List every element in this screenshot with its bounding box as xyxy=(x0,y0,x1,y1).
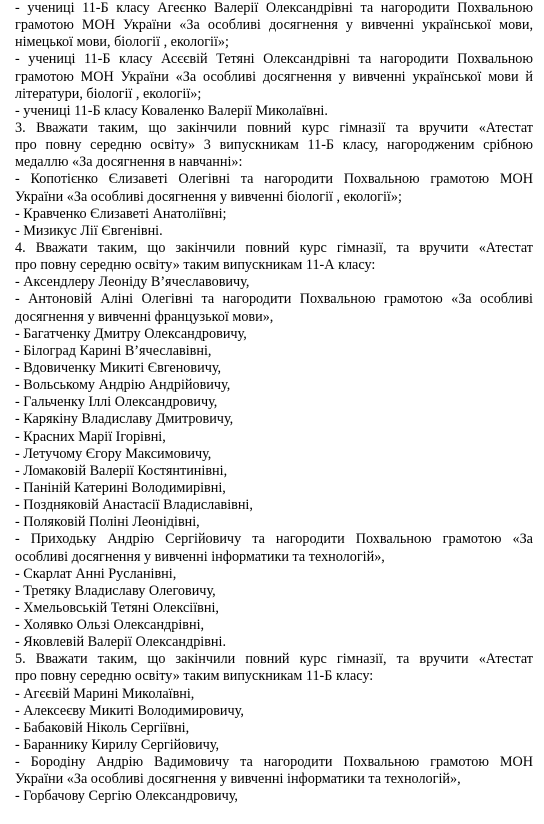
text-line: - Ломаковій Валерії Костянтинівні, xyxy=(15,462,228,479)
text-line: про повну середню освіту» таким випускникам 11-Б класу: xyxy=(15,668,374,685)
text-line: - Багатченку Дмитру Олександровичу, xyxy=(15,325,247,342)
text-line: - Холявко Ользі Олександрівні, xyxy=(15,617,205,634)
text-line: - Копотієнко Єлизаветі Олегівні та нагородити Похвальною грамотою МОН xyxy=(15,171,533,188)
text-line: 3. Вважати таким, що закінчили повний курс гімназії та вручити «Атестат xyxy=(15,119,533,136)
text-line: - Вольському Андрію Андрійовичу, xyxy=(15,377,231,394)
text-line: - Агєєвій Марині Миколаївні, xyxy=(15,685,195,702)
text-line: - Поляковій Поліні Леонідівні, xyxy=(15,514,200,531)
text-line: про повну середню освіту» 3 випускникам 11-Б класу, нагородженим срібною xyxy=(15,137,533,154)
text-line: - Паніній Катерині Володимирівні, xyxy=(15,479,226,496)
text-line: - Летучому Єгору Максимовичу, xyxy=(15,445,212,462)
text-line: грамотою МОН України «За особливі досягнення у вивченні української мови, xyxy=(15,17,533,34)
text-line: - Аксендлеру Леоніду В’ячеславовичу, xyxy=(15,274,250,291)
text-line: медаллю «За досягнення в навчанні»: xyxy=(15,154,243,171)
text-line: - учениці 11-Б класу Агеєнко Валерії Олександрівні та нагородити Похвальною xyxy=(15,0,533,16)
text-line: - Красних Марії Ігорівні, xyxy=(15,428,166,445)
text-line: - Вдовиченку Микиті Євгеновичу, xyxy=(15,359,222,376)
text-line: України «За особливі досягнення у вивченні інформатики та технологій», xyxy=(15,771,461,788)
text-line: - Карякіну Владиславу Дмитровичу, xyxy=(15,411,234,428)
text-line: - Приходьку Андрію Сергійовичу та нагородити Похвальною грамотою «За xyxy=(15,531,533,548)
text-line: - Яковлевій Валерії Олександрівні. xyxy=(15,634,227,651)
text-line: про повну середню освіту» таким випускникам 11-А класу: xyxy=(15,257,376,274)
text-line: - Третяку Владиславу Олеговичу, xyxy=(15,582,216,599)
text-line: - Баранникy Кирилу Сергійовичу, xyxy=(15,737,219,754)
text-line: - Горбачову Сергію Олександровичу, xyxy=(15,788,238,805)
text-line: - Хмельовській Тетяні Олексіївні, xyxy=(15,599,219,616)
text-line: грамотою МОН України «За особливі досягнення у вивченні української мови й xyxy=(15,68,533,85)
text-line: - учениці 11-Б класу Асєєвій Тетяні Олександрівні та нагородити Похвальною xyxy=(15,51,533,68)
text-line: - Бабаковій Ніколь Сергіївні, xyxy=(15,719,190,736)
text-line: - Мизикус Лії Євгенівні. xyxy=(15,222,163,239)
text-line: 4. Вважати таким, що закінчили повний курс гімназії, та вручити «Атестат xyxy=(15,239,533,256)
document-body xyxy=(15,0,533,806)
text-line: німецької мови, біології , екології»; xyxy=(15,34,229,51)
text-line: досягнення у вивченні французької мови», xyxy=(15,308,274,325)
text-line: України «За особливі досягнення у вивченні біології , екології»; xyxy=(15,188,402,205)
text-line: 5. Вважати таким, що закінчили повний курс гімназії, та вручити «Атестат xyxy=(15,651,533,668)
text-line: літератури, біології , екології»; xyxy=(15,85,202,102)
text-line: - Антоновій Аліні Олегівні та нагородити Похвальною грамотою «За особливі xyxy=(15,291,533,308)
text-line: - Гальченку Іллі Олександровичу, xyxy=(15,394,218,411)
text-line: - Кравченко Єлизаветі Анатоліївні; xyxy=(15,205,227,222)
text-line: особливі досягнення у вивченні інформатики та технологій», xyxy=(15,548,385,565)
text-line: - Бородіну Андрію Вадимовичу та нагородити Похвальною грамотою МОН xyxy=(15,754,533,771)
text-line: - Алексеєву Микиті Володимировичу, xyxy=(15,702,244,719)
text-line: - Скарлат Анні Русланівні, xyxy=(15,565,177,582)
text-line: - Білоград Карині В’ячеславівні, xyxy=(15,342,212,359)
text-line: - Поздняковій Анастасії Владиславівні, xyxy=(15,497,253,514)
text-line: - учениці 11-Б класу Коваленко Валерії Миколаївні. xyxy=(15,102,328,119)
